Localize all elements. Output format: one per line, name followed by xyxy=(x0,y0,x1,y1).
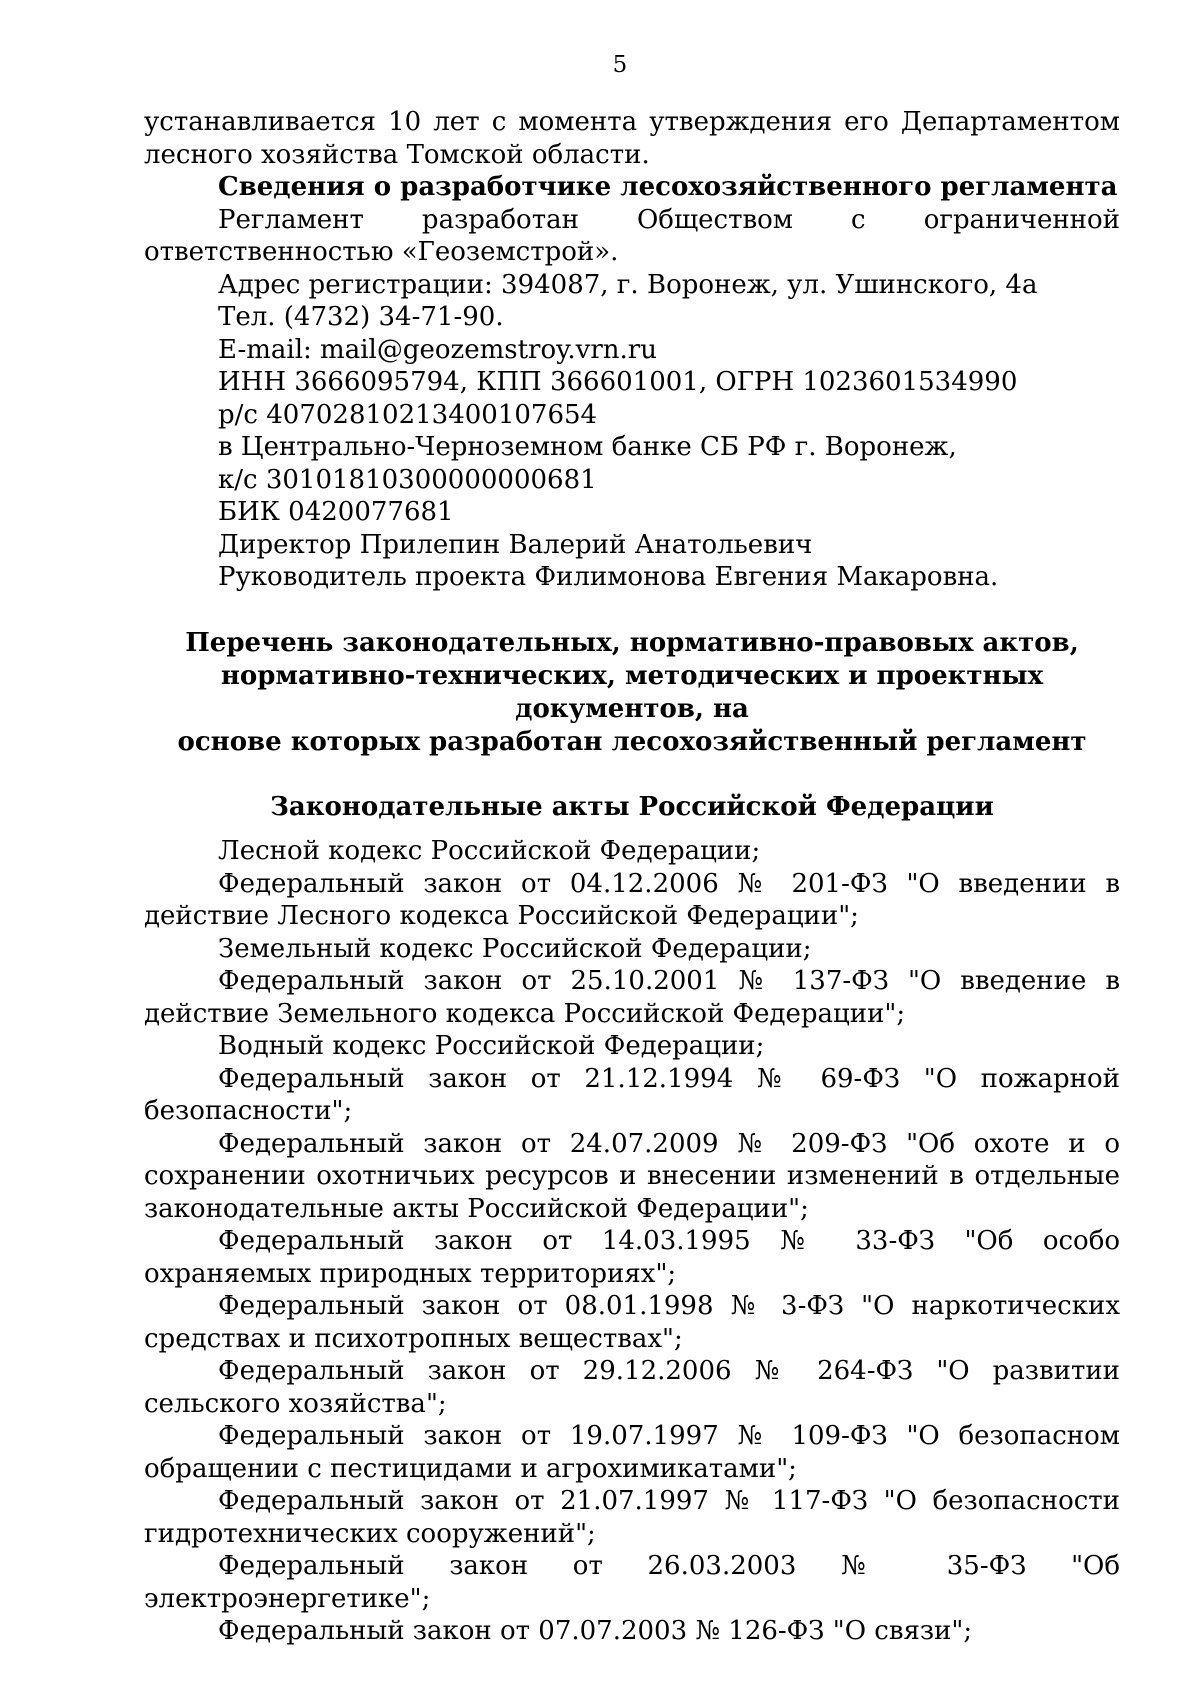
developer-bank: в Центрально-Черноземном банке СБ РФ г. Воронеж, xyxy=(218,432,957,462)
list-title-line: нормативно-технических, методических и проектных документов, на xyxy=(220,660,1044,724)
page-number: 5 xyxy=(612,52,628,78)
law-item: Земельный кодекс Российской Федерации; xyxy=(218,933,812,964)
list-title-line: основе которых разработан лесохозяйственный регламент xyxy=(177,726,1087,757)
developer-corr-account: к/с 30101810300000000681 xyxy=(218,464,597,495)
law-item: Федеральный закон от 21.07.1997 № 117-ФЗ "О безопасности гидротехнических сооружений"; xyxy=(144,1486,1120,1549)
law-item: Федеральный закон от 29.12.2006 № 264-ФЗ "О развитии сельского хозяйства"; xyxy=(144,1356,1120,1419)
laws-heading: Законодательные акты Российской Федерации xyxy=(270,791,994,822)
law-item: Водный кодекс Российской Федерации; xyxy=(218,1031,765,1061)
law-item: Федеральный закон от 25.10.2001 № 137-ФЗ "О введение в действие Земельного кодекса Российской Федерации"; xyxy=(144,966,1120,1029)
laws-list xyxy=(144,835,1120,1648)
law-item: Федеральный закон от 04.12.2006 № 201-ФЗ "О введении в действие Лесного кодекса Российской Федерации"; xyxy=(144,868,1120,931)
law-item: Федеральный закон от 14.03.1995 № 33-ФЗ "Об особо охраняемых природных территориях"; xyxy=(144,1226,1120,1289)
developer-bik: БИК 0420077681 xyxy=(218,497,454,527)
law-item: Федеральный закон от 26.03.2003 № 35-ФЗ "Об электроэнергетике"; xyxy=(144,1551,1120,1614)
developer-heading: Сведения о разработчике лесохозяйственного регламента xyxy=(218,172,1118,202)
law-item: Федеральный закон от 19.07.1997 № 109-ФЗ "О безопасном обращении с пестицидами и агрохимикатами"; xyxy=(144,1421,1120,1484)
developer-account: р/с 40702810213400107654 xyxy=(218,399,598,430)
list-section-title xyxy=(144,627,1120,759)
developer-email: E-mail: mail@geozemstroy.vrn.ru xyxy=(218,334,657,365)
law-item: Федеральный закон от 08.01.1998 № 3-ФЗ "О наркотических средствах и психотропных веществах"; xyxy=(144,1291,1120,1354)
list-title-line: Перечень законодательных, нормативно-правовых актов, xyxy=(185,627,1079,658)
developer-inn: ИНН 3666095794, КПП 366601001, ОГРН 1023601534990 xyxy=(218,367,1018,397)
law-item: Федеральный закон от 07.07.2003 № 126-ФЗ "О связи"; xyxy=(218,1616,973,1646)
law-item: Федеральный закон от 21.12.1994 № 69-ФЗ "О пожарной безопасности"; xyxy=(144,1063,1120,1126)
developer-address: Адрес регистрации: 394087, г. Воронеж, ул. Ушинского, 4а xyxy=(218,269,1038,300)
developer-company: Регламент разработан Обществом с ограниченной ответственностью «Геоземстрой». xyxy=(144,204,1120,267)
developer-phone: Тел. (4732) 34-71-90. xyxy=(218,302,504,332)
law-item: Федеральный закон от 24.07.2009 № 209-ФЗ "Об охоте и о сохранении охотничьих ресурсов и внесении изменений в отдельные законодательные акты Российской Федерации"; xyxy=(144,1128,1120,1224)
law-item: Лесной кодекс Российской Федерации; xyxy=(218,836,761,866)
document-body xyxy=(144,106,1120,1648)
intro-paragraph: устанавливается 10 лет с момента утверждения его Департаментом лесного хозяйства Томской области. xyxy=(144,107,1120,170)
developer-director: Директор Прилепин Валерий Анатольевич xyxy=(218,529,813,560)
developer-project-lead: Руководитель проекта Филимонова Евгения Макаровна. xyxy=(218,562,999,592)
